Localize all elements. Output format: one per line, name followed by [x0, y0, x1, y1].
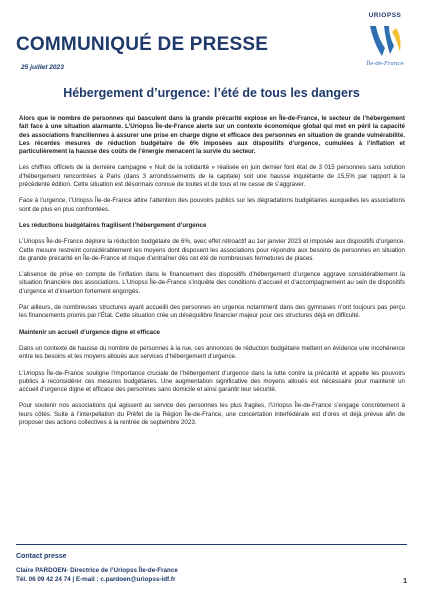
contact-name: Claire PARDOEN- Directrice de l’Uriopss Île-de-France: [16, 567, 178, 575]
logo-name: URIOPSS: [368, 12, 402, 19]
body-paragraph: Dans un contexte de hausse du nombre de personnes à la rue, ces annonces de réduction budgétaire mettent en évidence une incohérence entre les besoins et les moyens alloués aux services d’hébergement d’urgence.: [19, 344, 405, 361]
section-heading-accueil: Maintenir un accueil d’urgence digne et efficace: [19, 328, 160, 336]
contact-details: Tél. 06 09 42 24 74 | E-mail : c.pardoen@uriopss-idf.fr: [16, 575, 176, 583]
body-paragraph: Par ailleurs, de nombreuses structures ayant accueilli des personnes en urgence notamment dans des gymnases n’ont toujours pas perçu les financements promis par l’État. Cette situation crée un déséquilibre financier majeur pour ces structures déjà en difficulté.: [19, 304, 405, 320]
press-body: [19, 115, 405, 435]
body-paragraph: Pour soutenir nos associations qui agissent au service des personnes les plus fragiles, l’Uriopss Île-de-France s’engage concrètement à leurs côtés. Suite à l’interpellation du Préfet de la Région Île-de-France, une concertation interfédérale est d’ores et déjà prévue afin de proposer des actions collectives à la rentrée de septembre 2023.: [19, 402, 405, 427]
uriopss-logo: [356, 12, 414, 70]
body-paragraph: L’Uriopss Île-de-France souligne l’importance cruciale de l’hébergement d’urgence dans la lutte contre la précarité et appelle les pouvoirs publics à reconsidérer ces mesures budgétaires. Une augmentation significative des moyens alloués est nécessaire pour maintenir un accueil d’urgence digne et efficace des personnes sans domicile et ainsi garantir leur sécurité.: [19, 369, 405, 394]
footer-divider: [16, 544, 407, 545]
body-paragraph: Face à l’urgence, l’Uriopss Île-de-France attire l’attention des pouvoirs publics sur les dégradations budgétaires auxquelles les associations sont de plus en plus confrontées.: [19, 197, 405, 213]
body-paragraph: L’absence de prise en compte de l’inflation dans le financement des dispositifs d’hébergement d’urgence aggrave considérablement la situation financière des associations. L’Uriopss Île-de-France s’inquiète des conditions d’accueil et d’accompagnement au sein de dispositifs d’urgence et d’insertion fortement engorgés.: [19, 271, 405, 295]
logo-region: Île-de-France: [366, 61, 404, 67]
section-heading-budget: Les réductions budgétaires fragilisent l’hébergement d’urgence: [19, 221, 207, 229]
body-paragraph: L’Uriopss Île-de-France déplore la réduction budgétaire de 6%, avec effet rétroactif au 1er janvier 2023 et imposée aux dispositifs d’urgence. Cette mesure restreint considérablement les moyens dont disposent les associations pour répondre aux besoins de personnes en situation de grande précarité en Île-de-France et risque d’entraîner dès cet été de nombreuses fermetures de places.: [19, 238, 405, 262]
lead-paragraph: Alors que le nombre de personnes qui basculent dans la grande précarité explose en Île-de-France, le secteur de l’hébergement fait face à une situation alarmante. L’Uriopss Île-de-France alerte sur un contexte économique global qui met en péril la capacité des associations franciliennes à assurer une prise en charge digne et efficace des personnes en situation de grande vulnérabilité. Les récentes mesures de réduction budgétaire de 6% imposées aux dispositifs d’urgence, cumulées à l’inflation et particulièrement la hausse des coûts de l’énergie menacent la survie du secteur.: [19, 115, 405, 156]
press-contact: [16, 553, 178, 584]
page-title: COMMUNIQUÉ DE PRESSE: [16, 34, 269, 55]
body-paragraph: Les chiffres officiels de la dernière campagne « Nuit de la solidarité » réalisée en juin dernier font état de 3 015 personnes sans solution d’hébergement rencontrées à Paris (dans 3 arrondissements de la capitale) soit une hausse inquiétante de 15,5% par rapport à la précédente édition. Cette situation est désormais connue de toutes et de tous et ne cesse de s’aggraver.: [19, 164, 405, 189]
press-date: 25 juillet 2023: [21, 64, 64, 71]
contact-title: Contact presse: [16, 553, 67, 560]
page-number: 1: [403, 578, 407, 585]
headline: Hébergement d’urgence: l’été de tous les dangers: [63, 86, 360, 100]
